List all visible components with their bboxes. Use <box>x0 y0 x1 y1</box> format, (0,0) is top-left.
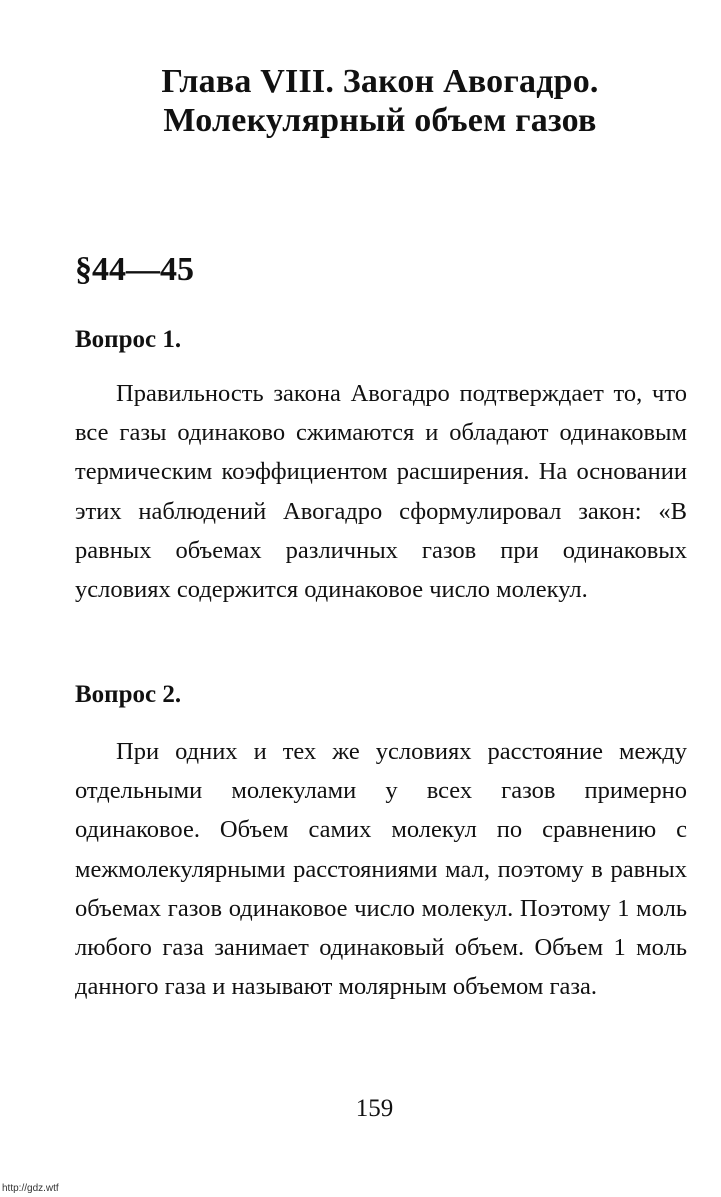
chapter-title-line2: Молекулярный объем газов <box>163 102 597 139</box>
question-1-answer: Правильность закона Авогадро подтверждает то, что все газы одинаково сжимаются и обладают одинаковым термическим коэффициентом расширения. На основании этих наблюдений Авогадро сформулировал закон: «В равных объемах различных газов при одинаковых условиях содержится одинаковое число молекул. <box>75 380 687 604</box>
watermark-link[interactable]: http://gdz.wtf <box>2 1183 59 1194</box>
question-1-heading: Вопрос 1. <box>75 326 182 353</box>
section-number: §44—45 <box>75 251 194 288</box>
question-2-answer: При одних и тех же условиях расстояние между отдельными молекулами у всех газов примерно одинаковое. Объем самих молекул по сравнению с межмолекулярными расстояниями мал, поэтому в равных объемах газов одинаковое число молекул. Поэтому 1 моль любого газа занимает одинаковый объем. Объем 1 моль данного газа и называют молярным объемом газа. <box>75 738 687 1001</box>
page-number: 159 <box>355 1095 394 1122</box>
question-2-heading: Вопрос 2. <box>75 681 182 708</box>
chapter-title-line1: Глава VIII. Закон Авогадро. <box>161 63 599 100</box>
